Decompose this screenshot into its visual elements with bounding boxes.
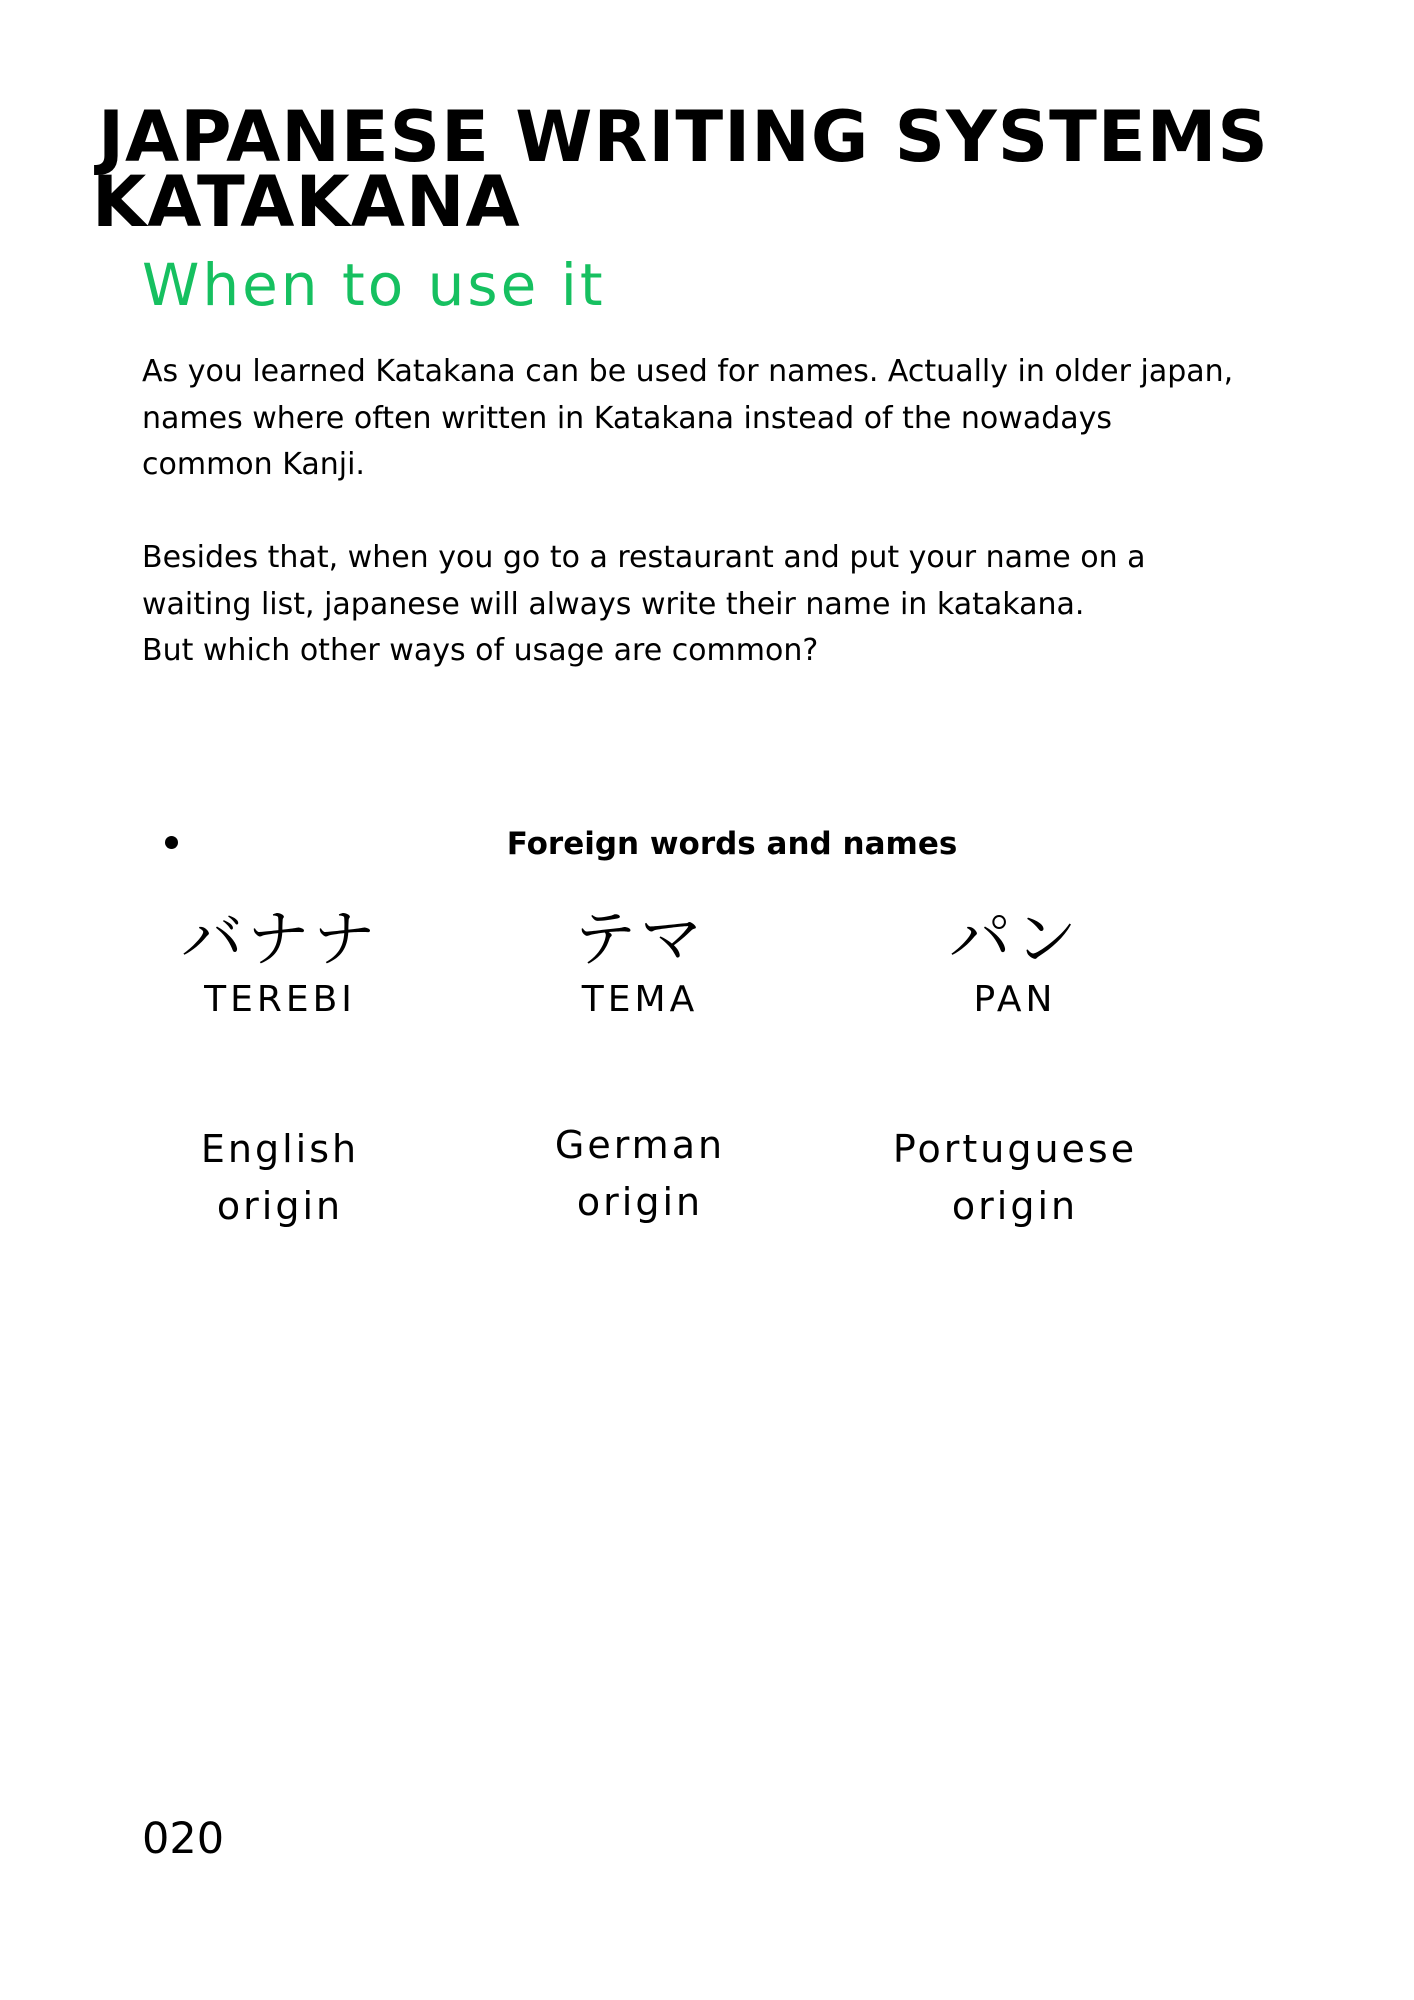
example-origin xyxy=(855,1121,1175,1235)
intro-paragraph xyxy=(142,349,1322,489)
example-origin xyxy=(120,1121,440,1235)
usage-heading: Foreign words and names xyxy=(506,826,958,862)
example-romaji: TEREBI xyxy=(204,979,356,1020)
section-subtitle: When to use it xyxy=(142,251,606,319)
origin-word: origin xyxy=(951,1184,1079,1228)
usage-paragraph xyxy=(142,535,1322,675)
example-kana: パン xyxy=(948,902,1081,975)
paragraph-line: As you learned Katakana can be used for names. Actually in older japan, xyxy=(142,354,1234,389)
paragraph-line: But which other ways of usage are common? xyxy=(142,633,819,668)
paragraph-line: waiting list, japanese will always write their name in katakana. xyxy=(142,586,1085,622)
paragraph-line: common Kanji. xyxy=(142,447,365,482)
page-title-line-1: JAPANESE WRITING SYSTEMS xyxy=(98,96,1269,178)
origin-language: Portuguese xyxy=(892,1127,1138,1171)
paragraph-line: Besides that, when you go to a restaurant and put your name on a xyxy=(142,540,1146,575)
page-number: 020 xyxy=(142,1814,225,1864)
example-kana: テマ xyxy=(573,902,706,975)
page-title-line-2: KATAKANA xyxy=(92,161,521,243)
origin-word: origin xyxy=(216,1184,344,1228)
example-kana: バナナ xyxy=(180,902,379,975)
example-origin xyxy=(480,1117,800,1231)
origin-word: origin xyxy=(576,1180,704,1224)
example-romaji: TEMA xyxy=(581,979,699,1020)
bullet-dot-icon xyxy=(165,836,178,849)
paragraph-line: names where often written in Katakana instead of the nowadays xyxy=(142,400,1113,436)
example-romaji: PAN xyxy=(973,979,1057,1020)
origin-language: English xyxy=(200,1127,360,1171)
origin-language: German xyxy=(554,1123,726,1167)
